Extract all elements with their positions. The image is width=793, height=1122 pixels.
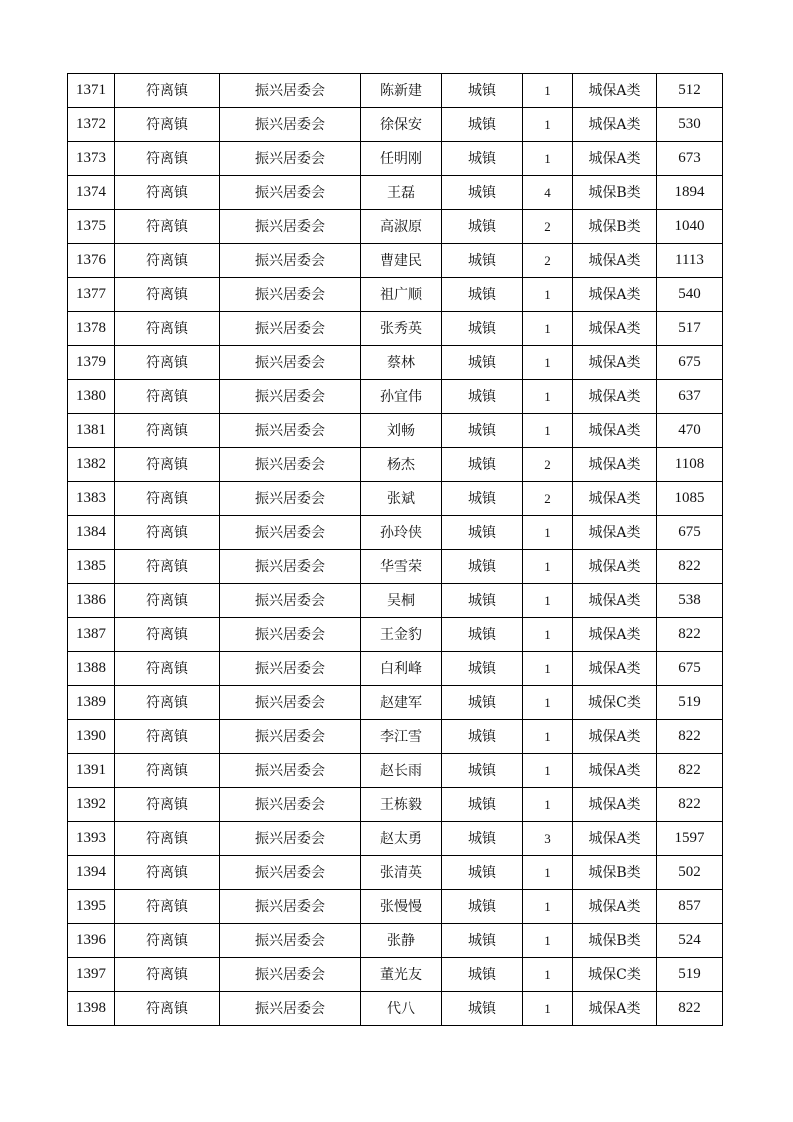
cell-name: 孙玲侠 [361, 516, 442, 550]
cell-household-size: 4 [523, 176, 573, 210]
cell-name: 曹建民 [361, 244, 442, 278]
cell-category: 城保C类 [573, 958, 657, 992]
cell-amount: 530 [657, 108, 723, 142]
cell-amount: 540 [657, 278, 723, 312]
cell-amount: 675 [657, 346, 723, 380]
cell-committee: 振兴居委会 [220, 550, 361, 584]
cell-committee: 振兴居委会 [220, 992, 361, 1026]
cell-area-type: 城镇 [442, 108, 523, 142]
cell-serial-number: 1388 [68, 652, 115, 686]
cell-area-type: 城镇 [442, 890, 523, 924]
cell-area-type: 城镇 [442, 142, 523, 176]
table-row [68, 890, 723, 924]
cell-category: 城保A类 [573, 822, 657, 856]
cell-committee: 振兴居委会 [220, 244, 361, 278]
cell-household-size: 1 [523, 788, 573, 822]
cell-serial-number: 1382 [68, 448, 115, 482]
cell-amount: 822 [657, 754, 723, 788]
cell-amount: 519 [657, 686, 723, 720]
table-body [68, 74, 723, 1026]
cell-category: 城保A类 [573, 312, 657, 346]
cell-committee: 振兴居委会 [220, 176, 361, 210]
cell-name: 任明刚 [361, 142, 442, 176]
cell-amount: 822 [657, 720, 723, 754]
cell-amount: 470 [657, 414, 723, 448]
table-row [68, 584, 723, 618]
cell-amount: 675 [657, 516, 723, 550]
cell-category: 城保A类 [573, 652, 657, 686]
cell-serial-number: 1386 [68, 584, 115, 618]
cell-amount: 675 [657, 652, 723, 686]
cell-committee: 振兴居委会 [220, 686, 361, 720]
cell-name: 张静 [361, 924, 442, 958]
cell-amount: 512 [657, 74, 723, 108]
cell-town: 符离镇 [115, 210, 220, 244]
cell-household-size: 2 [523, 448, 573, 482]
cell-committee: 振兴居委会 [220, 652, 361, 686]
cell-amount: 822 [657, 550, 723, 584]
cell-category: 城保A类 [573, 890, 657, 924]
cell-name: 徐保安 [361, 108, 442, 142]
cell-area-type: 城镇 [442, 958, 523, 992]
cell-committee: 振兴居委会 [220, 482, 361, 516]
table-row [68, 822, 723, 856]
cell-category: 城保A类 [573, 584, 657, 618]
cell-committee: 振兴居委会 [220, 584, 361, 618]
cell-area-type: 城镇 [442, 924, 523, 958]
cell-household-size: 2 [523, 244, 573, 278]
cell-household-size: 2 [523, 482, 573, 516]
cell-household-size: 1 [523, 108, 573, 142]
cell-category: 城保A类 [573, 414, 657, 448]
cell-serial-number: 1395 [68, 890, 115, 924]
cell-area-type: 城镇 [442, 652, 523, 686]
cell-name: 董光友 [361, 958, 442, 992]
cell-area-type: 城镇 [442, 346, 523, 380]
cell-area-type: 城镇 [442, 244, 523, 278]
cell-committee: 振兴居委会 [220, 516, 361, 550]
cell-town: 符离镇 [115, 754, 220, 788]
cell-name: 王栋毅 [361, 788, 442, 822]
table-row [68, 448, 723, 482]
cell-serial-number: 1378 [68, 312, 115, 346]
table-row [68, 278, 723, 312]
cell-serial-number: 1383 [68, 482, 115, 516]
cell-serial-number: 1396 [68, 924, 115, 958]
cell-category: 城保A类 [573, 244, 657, 278]
cell-town: 符离镇 [115, 584, 220, 618]
cell-serial-number: 1384 [68, 516, 115, 550]
cell-area-type: 城镇 [442, 720, 523, 754]
table-row [68, 210, 723, 244]
table-row [68, 720, 723, 754]
cell-serial-number: 1372 [68, 108, 115, 142]
cell-household-size: 2 [523, 210, 573, 244]
cell-category: 城保A类 [573, 992, 657, 1026]
cell-household-size: 1 [523, 924, 573, 958]
cell-household-size: 1 [523, 312, 573, 346]
cell-committee: 振兴居委会 [220, 380, 361, 414]
cell-amount: 822 [657, 618, 723, 652]
cell-name: 代八 [361, 992, 442, 1026]
cell-name: 蔡林 [361, 346, 442, 380]
cell-serial-number: 1371 [68, 74, 115, 108]
cell-household-size: 1 [523, 958, 573, 992]
cell-household-size: 1 [523, 584, 573, 618]
cell-category: 城保B类 [573, 210, 657, 244]
cell-serial-number: 1381 [68, 414, 115, 448]
cell-serial-number: 1397 [68, 958, 115, 992]
cell-category: 城保A类 [573, 346, 657, 380]
cell-committee: 振兴居委会 [220, 210, 361, 244]
cell-name: 祖广顺 [361, 278, 442, 312]
cell-household-size: 1 [523, 720, 573, 754]
cell-name: 陈新建 [361, 74, 442, 108]
cell-name: 张秀英 [361, 312, 442, 346]
cell-area-type: 城镇 [442, 856, 523, 890]
cell-serial-number: 1394 [68, 856, 115, 890]
table-row [68, 244, 723, 278]
cell-area-type: 城镇 [442, 550, 523, 584]
cell-area-type: 城镇 [442, 516, 523, 550]
table-row [68, 992, 723, 1026]
table-row [68, 924, 723, 958]
cell-household-size: 1 [523, 754, 573, 788]
cell-household-size: 1 [523, 618, 573, 652]
cell-area-type: 城镇 [442, 210, 523, 244]
cell-serial-number: 1380 [68, 380, 115, 414]
cell-household-size: 1 [523, 74, 573, 108]
cell-name: 张慢慢 [361, 890, 442, 924]
cell-town: 符离镇 [115, 788, 220, 822]
cell-name: 李江雪 [361, 720, 442, 754]
table-row [68, 74, 723, 108]
cell-amount: 822 [657, 992, 723, 1026]
cell-committee: 振兴居委会 [220, 74, 361, 108]
cell-town: 符离镇 [115, 822, 220, 856]
cell-category: 城保B类 [573, 924, 657, 958]
cell-household-size: 3 [523, 822, 573, 856]
cell-town: 符离镇 [115, 516, 220, 550]
table-row [68, 958, 723, 992]
cell-amount: 673 [657, 142, 723, 176]
cell-name: 赵长雨 [361, 754, 442, 788]
cell-committee: 振兴居委会 [220, 890, 361, 924]
cell-area-type: 城镇 [442, 380, 523, 414]
table-row [68, 754, 723, 788]
cell-household-size: 1 [523, 414, 573, 448]
cell-category: 城保A类 [573, 618, 657, 652]
cell-town: 符离镇 [115, 550, 220, 584]
cell-household-size: 1 [523, 346, 573, 380]
cell-area-type: 城镇 [442, 176, 523, 210]
cell-serial-number: 1379 [68, 346, 115, 380]
cell-category: 城保A类 [573, 142, 657, 176]
cell-town: 符离镇 [115, 108, 220, 142]
cell-area-type: 城镇 [442, 278, 523, 312]
table-row [68, 482, 723, 516]
cell-name: 华雪荣 [361, 550, 442, 584]
cell-amount: 517 [657, 312, 723, 346]
cell-category: 城保B类 [573, 856, 657, 890]
cell-household-size: 1 [523, 278, 573, 312]
cell-name: 高淑原 [361, 210, 442, 244]
cell-town: 符离镇 [115, 618, 220, 652]
cell-town: 符离镇 [115, 720, 220, 754]
cell-town: 符离镇 [115, 142, 220, 176]
cell-town: 符离镇 [115, 652, 220, 686]
cell-committee: 振兴居委会 [220, 312, 361, 346]
cell-area-type: 城镇 [442, 992, 523, 1026]
cell-serial-number: 1387 [68, 618, 115, 652]
cell-category: 城保A类 [573, 380, 657, 414]
cell-town: 符离镇 [115, 856, 220, 890]
cell-serial-number: 1385 [68, 550, 115, 584]
cell-amount: 1085 [657, 482, 723, 516]
cell-household-size: 1 [523, 992, 573, 1026]
cell-area-type: 城镇 [442, 754, 523, 788]
cell-town: 符离镇 [115, 958, 220, 992]
cell-town: 符离镇 [115, 244, 220, 278]
cell-category: 城保A类 [573, 516, 657, 550]
cell-committee: 振兴居委会 [220, 346, 361, 380]
cell-serial-number: 1391 [68, 754, 115, 788]
cell-amount: 857 [657, 890, 723, 924]
cell-committee: 振兴居委会 [220, 720, 361, 754]
cell-area-type: 城镇 [442, 618, 523, 652]
cell-town: 符离镇 [115, 312, 220, 346]
cell-town: 符离镇 [115, 482, 220, 516]
cell-name: 张斌 [361, 482, 442, 516]
cell-area-type: 城镇 [442, 788, 523, 822]
cell-committee: 振兴居委会 [220, 278, 361, 312]
cell-town: 符离镇 [115, 686, 220, 720]
table-row [68, 312, 723, 346]
cell-committee: 振兴居委会 [220, 142, 361, 176]
cell-amount: 524 [657, 924, 723, 958]
cell-household-size: 1 [523, 380, 573, 414]
cell-town: 符离镇 [115, 176, 220, 210]
cell-category: 城保A类 [573, 74, 657, 108]
cell-area-type: 城镇 [442, 312, 523, 346]
cell-area-type: 城镇 [442, 74, 523, 108]
cell-household-size: 1 [523, 890, 573, 924]
cell-town: 符离镇 [115, 890, 220, 924]
cell-name: 王金豹 [361, 618, 442, 652]
cell-name: 赵太勇 [361, 822, 442, 856]
cell-town: 符离镇 [115, 924, 220, 958]
cell-committee: 振兴居委会 [220, 958, 361, 992]
cell-committee: 振兴居委会 [220, 448, 361, 482]
cell-name: 吴桐 [361, 584, 442, 618]
cell-amount: 822 [657, 788, 723, 822]
cell-area-type: 城镇 [442, 482, 523, 516]
cell-committee: 振兴居委会 [220, 414, 361, 448]
cell-town: 符离镇 [115, 414, 220, 448]
cell-category: 城保A类 [573, 550, 657, 584]
cell-town: 符离镇 [115, 346, 220, 380]
table-row [68, 414, 723, 448]
cell-area-type: 城镇 [442, 686, 523, 720]
table-row [68, 380, 723, 414]
cell-town: 符离镇 [115, 278, 220, 312]
table-row [68, 108, 723, 142]
cell-amount: 502 [657, 856, 723, 890]
table-row [68, 856, 723, 890]
cell-area-type: 城镇 [442, 822, 523, 856]
cell-name: 赵建军 [361, 686, 442, 720]
table-row [68, 788, 723, 822]
cell-committee: 振兴居委会 [220, 856, 361, 890]
cell-amount: 1597 [657, 822, 723, 856]
cell-name: 杨杰 [361, 448, 442, 482]
cell-serial-number: 1398 [68, 992, 115, 1026]
cell-committee: 振兴居委会 [220, 754, 361, 788]
table-row [68, 550, 723, 584]
cell-category: 城保A类 [573, 754, 657, 788]
cell-household-size: 1 [523, 856, 573, 890]
cell-amount: 1108 [657, 448, 723, 482]
cell-committee: 振兴居委会 [220, 108, 361, 142]
table-row [68, 652, 723, 686]
cell-serial-number: 1389 [68, 686, 115, 720]
cell-serial-number: 1377 [68, 278, 115, 312]
cell-serial-number: 1393 [68, 822, 115, 856]
table-row [68, 142, 723, 176]
cell-town: 符离镇 [115, 74, 220, 108]
cell-category: 城保A类 [573, 278, 657, 312]
cell-amount: 1894 [657, 176, 723, 210]
cell-category: 城保A类 [573, 108, 657, 142]
cell-household-size: 1 [523, 142, 573, 176]
cell-name: 白利峰 [361, 652, 442, 686]
beneficiary-table [67, 73, 723, 1026]
cell-amount: 1113 [657, 244, 723, 278]
cell-area-type: 城镇 [442, 414, 523, 448]
cell-household-size: 1 [523, 686, 573, 720]
cell-amount: 637 [657, 380, 723, 414]
cell-committee: 振兴居委会 [220, 924, 361, 958]
cell-household-size: 1 [523, 652, 573, 686]
cell-category: 城保A类 [573, 448, 657, 482]
cell-category: 城保C类 [573, 686, 657, 720]
cell-name: 王磊 [361, 176, 442, 210]
cell-name: 张清英 [361, 856, 442, 890]
cell-town: 符离镇 [115, 992, 220, 1026]
cell-category: 城保A类 [573, 720, 657, 754]
cell-committee: 振兴居委会 [220, 822, 361, 856]
cell-name: 孙宜伟 [361, 380, 442, 414]
cell-serial-number: 1392 [68, 788, 115, 822]
table-row [68, 686, 723, 720]
cell-category: 城保B类 [573, 176, 657, 210]
cell-serial-number: 1373 [68, 142, 115, 176]
table-row [68, 516, 723, 550]
cell-serial-number: 1375 [68, 210, 115, 244]
cell-area-type: 城镇 [442, 448, 523, 482]
cell-household-size: 1 [523, 550, 573, 584]
cell-amount: 519 [657, 958, 723, 992]
cell-committee: 振兴居委会 [220, 618, 361, 652]
cell-amount: 1040 [657, 210, 723, 244]
table-row [68, 176, 723, 210]
cell-amount: 538 [657, 584, 723, 618]
cell-serial-number: 1374 [68, 176, 115, 210]
cell-town: 符离镇 [115, 380, 220, 414]
cell-committee: 振兴居委会 [220, 788, 361, 822]
cell-household-size: 1 [523, 516, 573, 550]
cell-name: 刘畅 [361, 414, 442, 448]
cell-serial-number: 1376 [68, 244, 115, 278]
cell-category: 城保A类 [573, 482, 657, 516]
table-row [68, 618, 723, 652]
cell-area-type: 城镇 [442, 584, 523, 618]
table-row [68, 346, 723, 380]
cell-serial-number: 1390 [68, 720, 115, 754]
cell-town: 符离镇 [115, 448, 220, 482]
cell-category: 城保A类 [573, 788, 657, 822]
